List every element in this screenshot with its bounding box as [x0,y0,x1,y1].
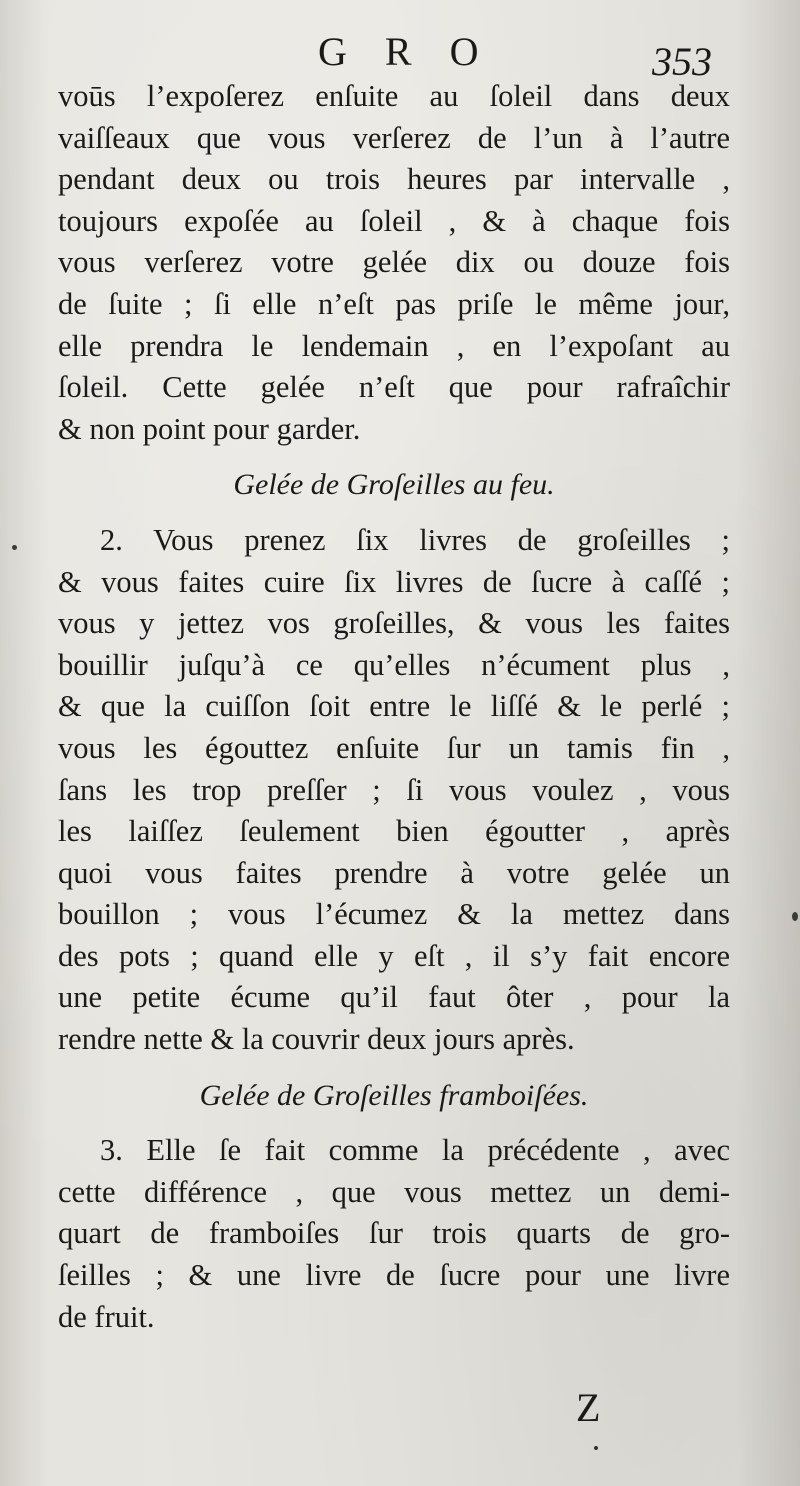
text-line: vous verſerez votre gelée dix ou douze fois [58,245,730,280]
text-line: ſoleil. Cette gelée n’eſt que pour rafraîchir [58,370,730,405]
text-line: ſans les trop preſſer ; ſi vous voulez , vous [58,772,730,807]
text-line: & non point pour garder. [58,411,361,446]
text-line: vous y jettez vos groſeilles, & vous les faites [58,606,730,641]
text-line: cette différence , que vous mettez un demi- [58,1174,730,1209]
text-line: de fruit. [58,1299,155,1334]
page-text [58,76,730,1338]
text-line: ſeilles ; & une livre de ſucre pour une livre [58,1258,730,1293]
text-line: & vous faites cuire ſix livres de ſucre à caſſé ; [58,564,730,599]
text-line: voūs l’expoſerez enſuite au ſoleil dans deux [58,79,730,113]
text-line: bouillon ; vous l’écumez & la mettez dans [58,897,730,932]
page-number: 353 [652,39,712,84]
section-heading: Gelée de Groſeilles framboiſées. [199,1078,589,1112]
text-line: les laiſſez ſeulement bien égoutter , après [58,814,730,849]
signature-mark: Z [576,1385,601,1430]
text-line: 3. Elle ſe fait comme la précédente , avec [100,1133,730,1168]
text-line: 2. Vous prenez ſix livres de groſeilles ; [100,522,730,557]
text-line: une petite écume qu’il faut ôter , pour la [58,980,730,1015]
text-line: quart de framboiſes ſur trois quarts de gro- [58,1216,730,1251]
text-line: rendre nette & la couvrir deux jours après. [58,1022,575,1057]
text-line: vous les égouttez enſuite ſur un tamis fin , [58,730,730,765]
paper-speck [792,912,798,921]
text-line: & que la cuiſſon ſoit entre le liſſé & le perlé ; [58,689,730,724]
text-line: elle prendra le lendemain , en l’expoſant au [58,328,730,363]
paper-speck [12,545,17,550]
text-line: quoi vous faites prendre à votre gelée un [58,855,730,890]
running-head-title: G R O [318,29,493,74]
text-line: de ſuite ; ſi elle n’eſt pas priſe le même jour, [58,286,730,321]
section-heading: Gelée de Groſeilles au feu. [233,468,555,502]
text-line: toujours expoſée au ſoleil , & à chaque fois [58,203,730,238]
text-line: vaiſſeaux que vous verſerez de l’un à l’autre [58,120,730,155]
text-line: bouillir juſqu’à ce qu’elles n’écument plus , [58,647,730,682]
signature-dot [594,1446,598,1450]
text-line: pendant deux ou trois heures par intervalle , [58,162,730,197]
text-line: des pots ; quand elle y eſt , il s’y fait encore [58,938,730,973]
